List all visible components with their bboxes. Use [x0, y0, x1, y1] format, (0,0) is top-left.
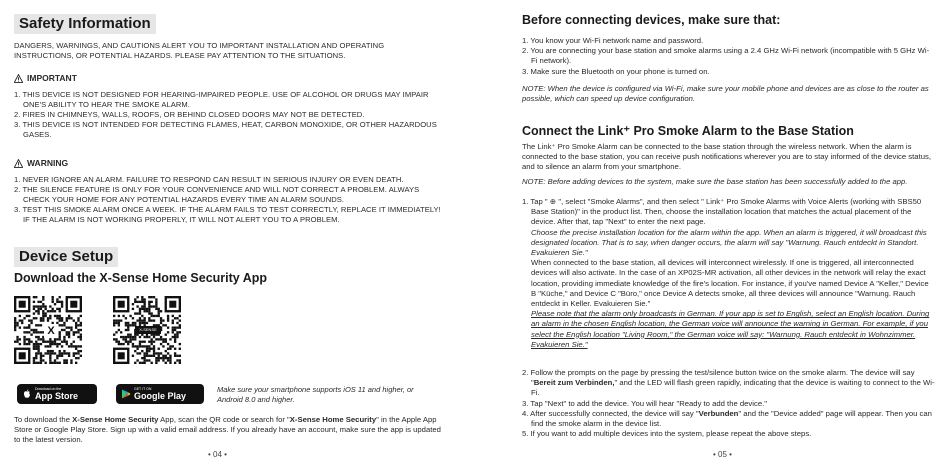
warning-list [14, 175, 444, 225]
app-store-badge[interactable] [17, 384, 97, 404]
warning-item: 3. TEST THIS SMOKE ALARM ONCE A WEEK. IF THE ALARM FAILS TO TEST CORRECTLY, REPLACE IT IMMEDIATELY! IF THE ALARM IS NOT WORKING PROPERLY, IT WILL NOT ALERT YOU TO A PROBLEM. [14, 205, 441, 224]
x-sense-logo: X [44, 324, 58, 338]
voice-prompt: Bereit zum Verbinden, [533, 378, 615, 388]
x-sense-logo: X-SENSE [135, 326, 161, 334]
apple-icon [22, 389, 32, 399]
download-text: To download the [14, 415, 73, 424]
safety-intro: DANGERS, WARNINGS, AND CAUTIONS ALERT YOU TO IMPORTANT INSTALLATION AND OPERATING INSTRUCTIONS, OR POTENTIAL HAZARDS. PLEASE PAY ATTENTION TO THE SITUATIONS. [14, 41, 385, 60]
important-item: 1. THIS DEVICE IS NOT DESIGNED FOR HEARING-IMPAIRED PEOPLE. USE OF ALCOHOL OR DRUGS MAY IMPAIR ONE'S ABILITY TO HEAR THE SMOKE ALARM. [14, 90, 429, 109]
step-1 [522, 197, 935, 350]
step-4-text: " and the "Device added" page will appear. Then you can find the smoke alarm in the device list. [531, 408, 932, 429]
important-item: 3. THIS DEVICE IS NOT INTENDED FOR DETECTING FLAMES, HEAT, CARBON MONOXIDE, OR OTHER HAZARDOUS GASES. [14, 120, 437, 139]
before-item: 3. Make sure the Bluetooth on your phone is turned on. [522, 66, 710, 76]
smartphone-support-note: Make sure your smartphone supports iOS 11 and higher, or Android 8.0 and higher. [217, 385, 414, 404]
warning-item: 2. THE SILENCE FEATURE IS ONLY FOR YOUR CONVENIENCE AND WILL NOT CORRECT A PROBLEM. ALWAYS CHECK YOUR HOME FOR ANY POTENTIAL HAZARDS EVERY TIME AN ALARM SOUNDS. [14, 185, 420, 204]
warning-item: 1. NEVER IGNORE AN ALARM. FAILURE TO RESPOND CAN RESULT IN SERIOUS INJURY OR EVEN DEATH. [14, 175, 404, 184]
warning-heading [14, 158, 68, 168]
voice-prompt: Verbunden [698, 408, 739, 418]
step-1-interconnect-text: When connected to the base station, all devices will interconnect wirelessly. If one is triggered, all interconnected devices will also activate. In the case of an XP02S-MR activation, all other devices in the network will relay the exact location, providing immediate knowledge of the fire's location. For instance, if you've named Device A "Keller," Device B "Küche," and Device C "Büro," once Device A detects smoke, all three devices will announce "Warnung. Rauch entdeckt in Keller. Evakuieren Sie." [531, 258, 929, 309]
important-list [14, 90, 444, 140]
right-page [475, 0, 950, 467]
step-2-text: " and the LED will flash green rapidly, indicating that the device is waiting to connect to the Wi-Fi. [531, 378, 935, 398]
step-1-german-note: Please note that the alarm only broadcasts in German. If your app is set to English, select an English location. During an alarm in the chosen English location, the German voice will announce the warning in German. For example, if you select the English location "Living Room," the German voice will say: "Warnung. Rauch entdeckt in Wohnzimmer. Evakuieren Sie." [531, 309, 930, 349]
device-setup-title: Device Setup [14, 247, 118, 267]
download-instructions [14, 415, 442, 446]
before-item: 1. You know your Wi-Fi network name and password. [522, 36, 704, 45]
before-connecting-title: Before connecting devices, make sure that: [522, 13, 781, 27]
step-4 [522, 409, 935, 429]
google-play-badge[interactable] [116, 384, 204, 404]
warning-triangle-icon [14, 74, 23, 83]
connect-note: NOTE: Before adding devices to the system, make sure the base station has been successfully added to the app. [522, 177, 908, 186]
safety-information-title: Safety Information [14, 14, 156, 34]
wifi-note: NOTE: When the device is configured via Wi-Fi, make sure your mobile phone and devices are as close to the router as possible, which can speed up device configuration. [522, 84, 929, 104]
app-name: X-Sense Home Security [289, 415, 377, 424]
warning-label: WARNING [27, 158, 69, 168]
step-4-text: 4. After successfully connected, the device will say " [522, 408, 699, 418]
google-play-label: Google Play [134, 391, 187, 401]
connect-intro: The Link⁺ Pro Smoke Alarm can be connected to the base station through the wireless network. When the alarm is connected to the base station, you can receive push notifications wherever you are to stay informed of the device status, and to silence an alarm from your smartphone. [522, 142, 931, 172]
google-play-icon [121, 389, 131, 399]
google-play-small-text: GET IT ON [134, 387, 152, 391]
step-2-text: 2. Follow the prompts on the page by pressing the test/silence button twice on the smoke alarm. The device will say " [522, 368, 915, 388]
download-app-title: Download the X-Sense Home Security App [14, 271, 268, 285]
step-1-location-note: Choose the precise installation location for the alarm within the app. When an alarm is triggered, it will broadcast this designated location. That is to say, when danger occurs, the alarm will say "Warnung. Rauch entdeckt in Standort. Evakuieren Sie." [531, 227, 927, 258]
step-3: 3. Tap "Next" to add the device. You will hear "Ready to add the device." [522, 398, 767, 408]
important-item: 2. FIRES IN CHIMNEYS, WALLS, ROOFS, OR BEHIND CLOSED DOORS MAY NOT BE DETECTED. [14, 110, 365, 119]
before-item: 2. You are connecting your base station and smoke alarms using a 2.4 GHz Wi-Fi network (incompatible with 5 GHz Wi-Fi network). [522, 46, 930, 66]
download-text: App, scan the QR code or search for " [158, 415, 290, 424]
steps-2-5 [522, 368, 935, 439]
step-5: 5. If you want to add multiple devices into the system, please repeat the above steps. [522, 429, 812, 439]
connect-title: Connect the Link⁺ Pro Smoke Alarm to the Base Station [522, 124, 854, 138]
warning-triangle-icon [14, 159, 23, 168]
important-heading [14, 73, 77, 83]
step-2 [522, 368, 935, 399]
app-name: X-Sense Home Security [72, 415, 159, 424]
page-number: • 05 • [713, 450, 732, 459]
step-1-text: 1. Tap " ⊕ ", select "Smoke Alarms", and then select " Link⁺ Pro Smoke Alarms with Voice Alerts (working with SBS50 Base Station)" in the product list. Then, choose the installation location that matches the actual placement of the device. After that, tap "Next" to enter the next page. [522, 197, 922, 227]
page-number: • 04 • [208, 450, 227, 459]
before-connecting-list [522, 36, 935, 77]
important-label: IMPORTANT [27, 73, 77, 83]
app-store-small-text: Download on the [35, 387, 62, 391]
download-text: " in the Apple App Store or Google Play Store. Sign up with a valid email address. If you already have an account, make sure the app is updated to the latest version. [14, 415, 441, 445]
app-store-label: App Store [35, 391, 79, 401]
